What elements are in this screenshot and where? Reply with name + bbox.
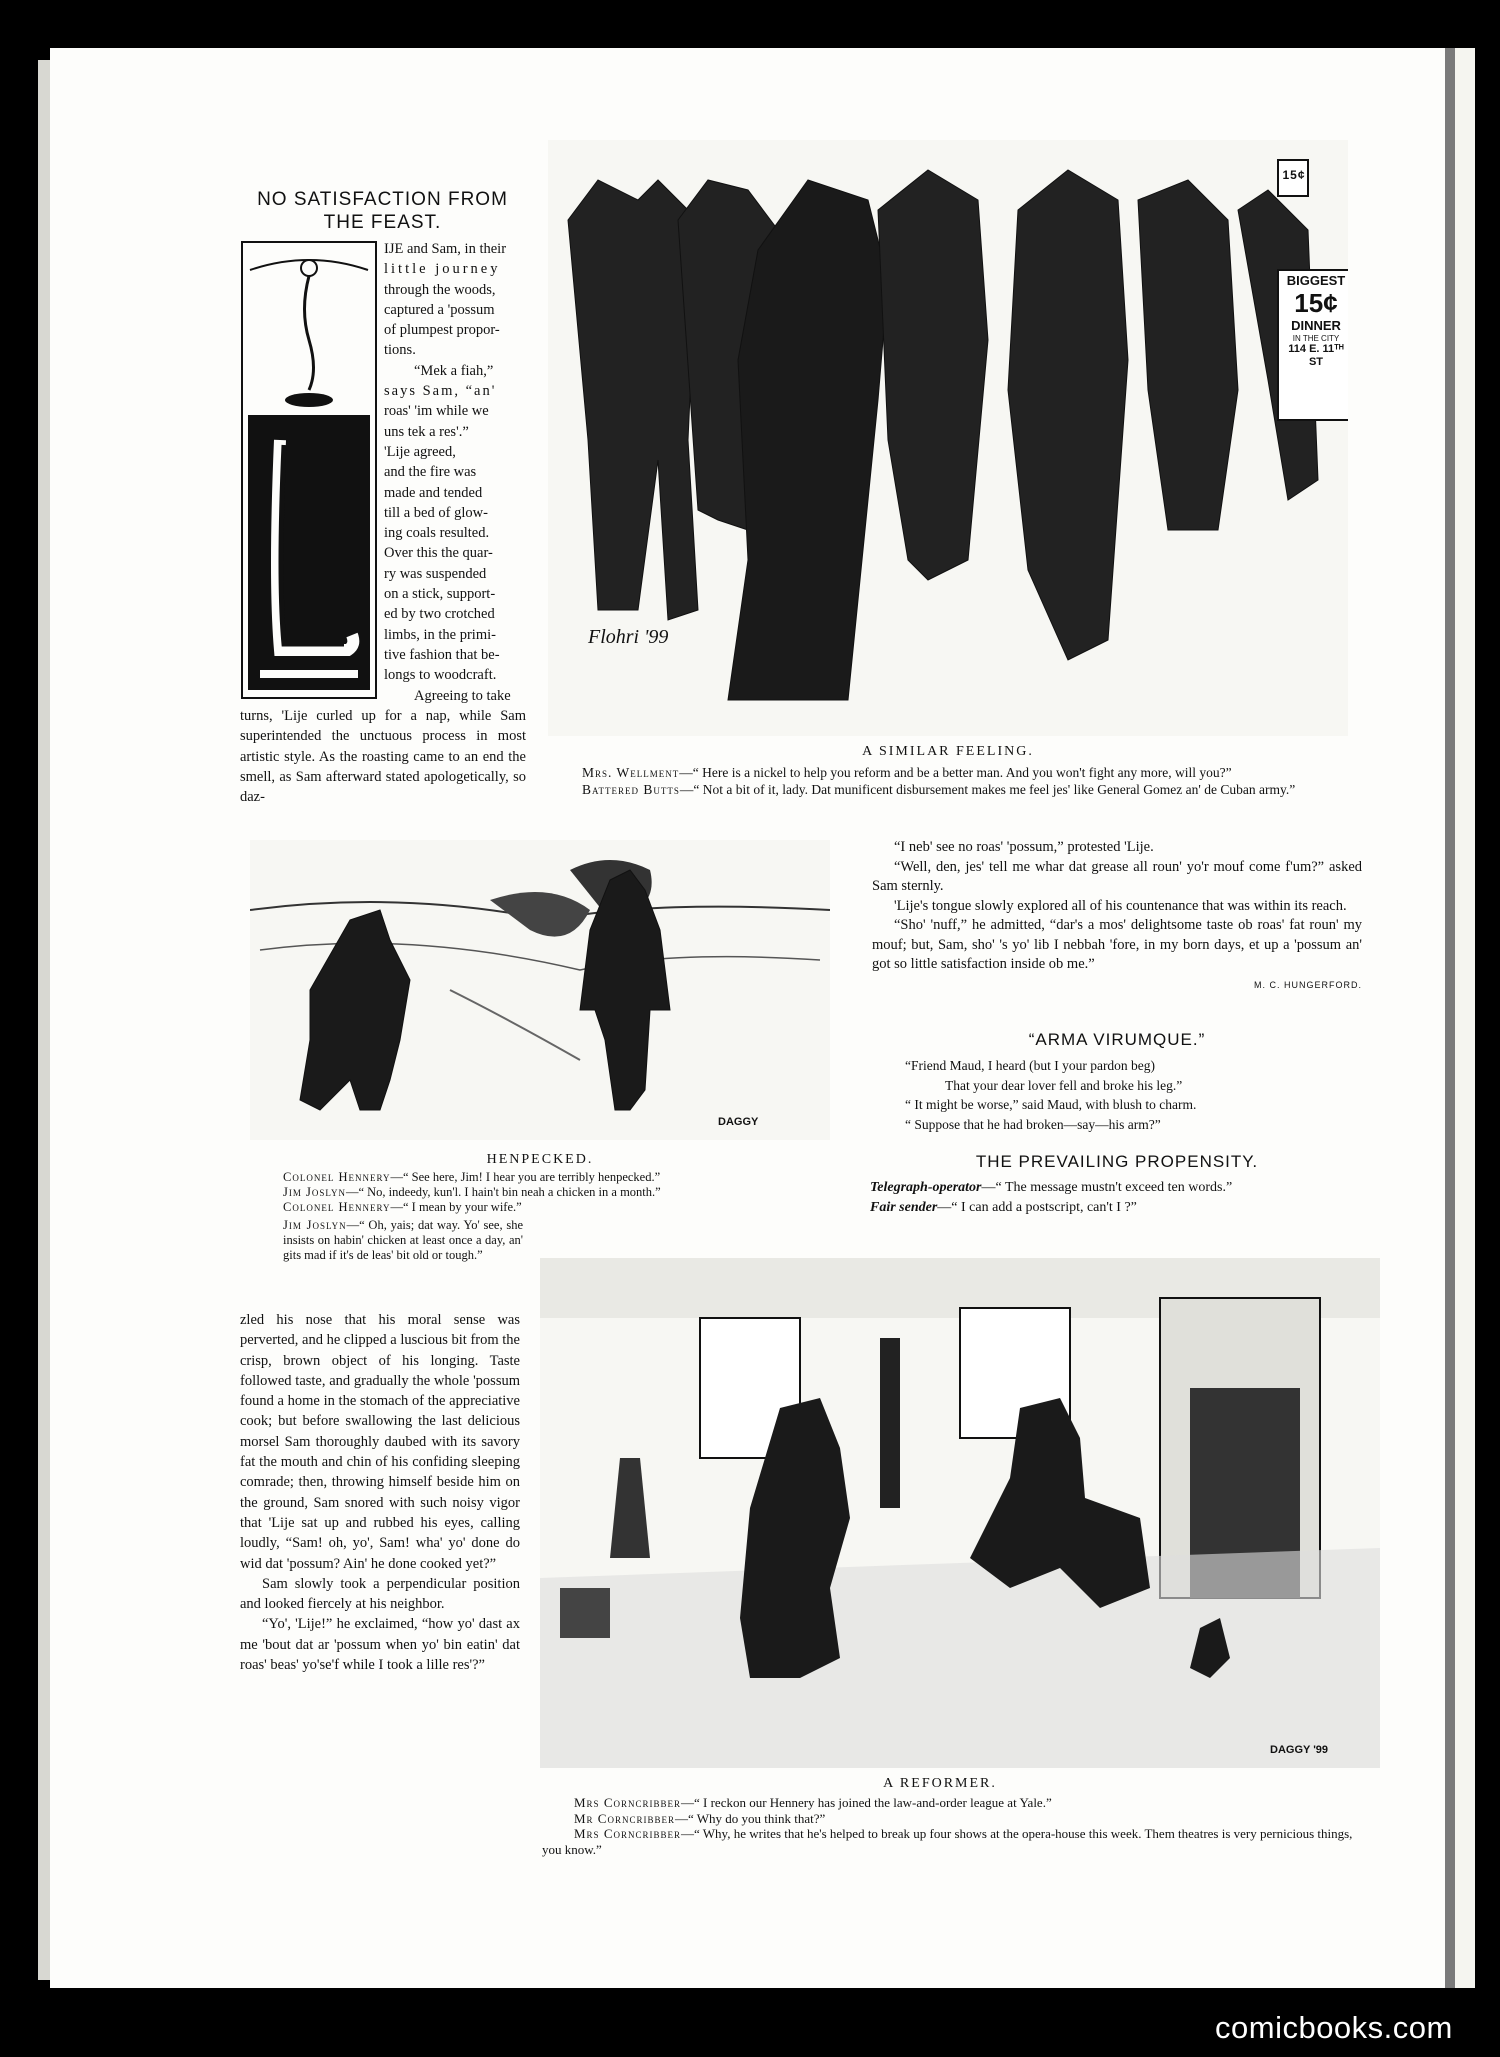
opening-line: uns tek a res'.” [384, 423, 469, 440]
decorative-initial [240, 240, 378, 700]
caption-line [542, 1826, 1362, 1857]
opening-line: ing coals resulted. [384, 525, 490, 542]
article-opening-lines [384, 239, 526, 706]
caption-henpecked-last [283, 1218, 523, 1263]
author-signature: M. C. HUNGERFORD. [1254, 979, 1362, 990]
joke-title: THE PREVAILING PROPENSITY. [975, 1152, 1259, 1171]
joke-prevailing-propensity [870, 1178, 1370, 1218]
opening-line: limbs, in the primi- [384, 626, 496, 643]
poem-line: “ Suppose that he had broken—say—his arm?” [905, 1116, 1161, 1132]
opening-line: made and tended [384, 484, 483, 501]
opening-line: and the fire was [384, 464, 477, 481]
caption-line [548, 764, 1348, 781]
caption-title: A SIMILAR FEELING. [862, 744, 1034, 759]
poem-line: “Friend Maud, I heard (but I your pardon beg) [905, 1058, 1156, 1073]
opening-line: longs to woodcraft. [384, 667, 497, 684]
dialogue-text: —“ No, indeedy, kun'l. I hain't bin neah a chicken in a month.” [345, 1185, 661, 1199]
speaker-name: Jim Joslyn [283, 1218, 347, 1232]
caption-line [542, 1811, 1362, 1827]
paragraph-text: zled his nose that his moral sense was perverted, and he clipped a luscious bit from the crisp, brown object of his longing. Taste followed taste, and gradually the whole 'possum found a home in the stomach of the appreciative cook; but before swallowing the last delicious morsel Sam thoroughly daubed with its savory fat the mouth and chin of his confiding sleeping comrade; then, throwing himself beside him on the ground, Sam snored with such noisy vigor that 'Lije sat up and rubbed his eyes, calling loudly, “Sam! oh, yo', Sam! wha' yo' done do wid dat 'possum? Ain' he done cooked yet?” [240, 1312, 520, 1572]
artist-signature: DAGGY [718, 1116, 759, 1128]
sign-price-top: 15¢ [1282, 168, 1306, 182]
caption-similar-feeling [548, 764, 1348, 798]
artist-signature: Flohri '99 [588, 626, 669, 648]
speaker-name: Mr Corncribber [574, 1810, 675, 1826]
opening-line: Agreeing to take [414, 687, 511, 704]
sign-board [1280, 274, 1348, 368]
paragraph-text: “Yo', 'Lije!” he exclaimed, “how yo' dast ax me 'bout dat ar 'possum when yo' bin eatin' dat roas' beas' yo'se'f while I took a lille res'?” [240, 1616, 520, 1674]
speaker-name: Mrs. Wellment [582, 765, 680, 780]
opening-line: IJE and Sam, in their [384, 241, 507, 257]
opening-line: Over this the quar- [384, 545, 493, 562]
artist-signature: DAGGY '99 [1270, 1744, 1329, 1756]
illustration-similar-feeling [548, 140, 1348, 736]
article-continuation-left [240, 1310, 520, 1675]
sign-line: BIGGEST [1286, 273, 1346, 288]
opening-line: on a stick, support- [384, 586, 496, 603]
dialogue-text: —“ I reckon our Hennery has joined the law-and-order league at Yale.” [681, 1795, 1052, 1810]
page-left-edge [38, 60, 50, 1980]
paragraph-text: 'Lije's tongue slowly explored all of his countenance that was within its reach. [894, 897, 1347, 914]
dialogue-text: —“ Why do you think that?” [675, 1810, 826, 1826]
opening-line: ry was suspended [384, 565, 487, 582]
site-watermark: comicbooks.com [1215, 2010, 1453, 2045]
opening-line: says Sam, “an' [384, 383, 497, 400]
article-title: NO SATISFACTION FROM THE FEAST. [257, 189, 508, 233]
caption-line [283, 1218, 523, 1263]
dialogue-text: —“ Why, he writes that he's helped to break up four shows at the opera-house this week. Them theatres is very pernicious things, you know.” [542, 1826, 1353, 1857]
speaker-name: Mrs Corncribber [574, 1795, 681, 1810]
illustration-reformer [540, 1258, 1380, 1768]
sign-line: IN THE CITY [1292, 333, 1340, 343]
speaker-name: Battered Butts [582, 782, 680, 797]
poem-title: “ARMA VIRUMQUE.” [1028, 1030, 1206, 1049]
opening-line: “Mek a fiah,” [414, 362, 494, 379]
opening-line: roas' 'im while we [384, 403, 489, 420]
speaker-name: Fair sender [870, 1200, 938, 1215]
article-continuation-right [872, 838, 1362, 995]
sign-line: DINNER [1291, 317, 1341, 333]
speaker-name: Telegraph-operator [870, 1180, 982, 1195]
opening-line: 'Lije agreed, [384, 443, 456, 460]
dialogue-text: —“ Oh, yais; dat way. Yo' see, she insists on habin' chicken at least once a day, an' gits mad if it's de leas' bit old or tough.” [283, 1218, 523, 1262]
poem-line: “ It might be worse,” said Maud, with blush to charm. [905, 1097, 1197, 1112]
illustration-henpecked [250, 840, 830, 1140]
paragraph-text: Sam slowly took a perpendicular position and looked fiercely at his neighbor. [240, 1575, 520, 1613]
caption-title: HENPECKED. [486, 1152, 594, 1167]
caption-line [548, 781, 1348, 798]
caption-title: A REFORMER. [883, 1776, 997, 1791]
opening-line: tive fashion that be- [384, 646, 500, 663]
speaker-name: Mrs Corncribber [574, 1826, 681, 1841]
caption-line [283, 1200, 830, 1215]
caption-line [870, 1178, 1370, 1198]
speaker-name: Colonel Hennery [283, 1170, 391, 1184]
caption-line [283, 1185, 830, 1200]
dialogue-text: —“ I can add a postscript, can't I ?” [937, 1200, 1137, 1215]
dialogue-text: —“ The message mustn't exceed ten words.” [981, 1180, 1233, 1195]
speaker-name: Colonel Hennery [283, 1200, 391, 1214]
dialogue-text: —“ I mean by your wife.” [390, 1200, 522, 1214]
paragraph-text: “Well, den, jes' tell me whar dat grease all roun' yo'r mouf come f'um?” asked Sam sternly. [872, 858, 1362, 894]
opening-line: till a bed of glow- [384, 504, 488, 521]
caption-henpecked [283, 1170, 830, 1215]
dialogue-text: —“ Not a bit of it, lady. Dat munificent disbursement makes me feel jes' like General Gomez an' de Cuban army.” [679, 782, 1296, 797]
opening-line: captured a 'possum [384, 301, 495, 318]
dialogue-text: —“ See here, Jim! I hear you are terribly henpecked.” [390, 1170, 661, 1184]
paragraph-text: turns, 'Lije curled up for a nap, while Sam superintended the unctuous process in most artistic style. As the roasting came to an end the smell, as Sam afterward stated apologetically, so daz- [240, 708, 526, 806]
opening-line: ed by two crotched [384, 606, 495, 623]
sign-line: 15¢ [1294, 287, 1338, 318]
paragraph-text: “Sho' 'nuff,” he admitted, “dar's a mos' delightsome taste ob roas' fat roun' my mouf; but, Sam, sho' 's yo' lib I nebbah 'fore, in my born days, et up a 'possum an' got so little satisfaction inside ob me.” [872, 917, 1362, 972]
opening-line: through the woods, [384, 281, 496, 298]
caption-reformer [542, 1795, 1362, 1857]
article-paragraph [240, 706, 526, 807]
caption-line [542, 1795, 1362, 1811]
opening-line: little journey [384, 261, 501, 278]
dialogue-text: —“ Here is a nickel to help you reform and be a better man. And you won't fight any more, will you?” [679, 765, 1232, 780]
next-page-edge [1455, 48, 1475, 1988]
opening-line: tions. [384, 342, 416, 359]
sign-line: 114 E. 11ᵀᴴ ST [1288, 342, 1344, 368]
caption-line [283, 1170, 830, 1185]
opening-line: of plumpest propor- [384, 322, 500, 339]
caption-line [870, 1198, 1370, 1218]
poem-line: That your dear lover fell and broke his leg.” [945, 1077, 1183, 1093]
page-gutter [1445, 48, 1455, 1988]
poem-arma-virumque [905, 1056, 1365, 1134]
paragraph-text: “I neb' see no roas' 'possum,” protested 'Lije. [894, 839, 1154, 855]
speaker-name: Jim Joslyn [283, 1185, 346, 1199]
